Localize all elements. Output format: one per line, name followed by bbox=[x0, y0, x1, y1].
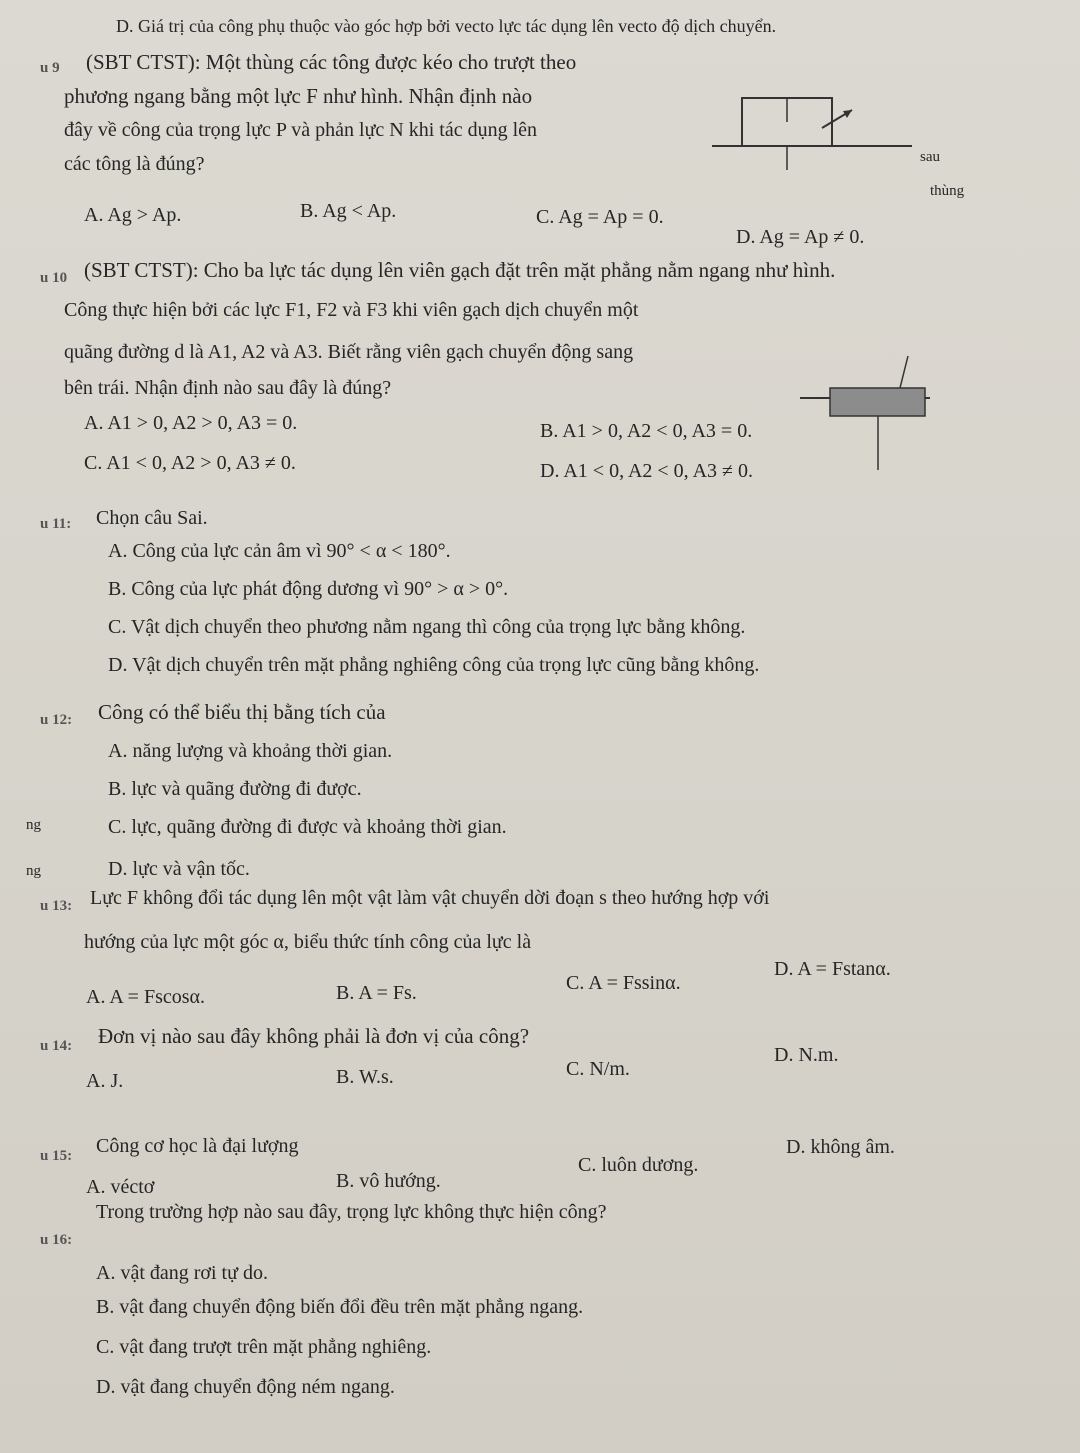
q16-option-a: A. vật đang rơi tự do. bbox=[96, 1262, 268, 1284]
q13-number: u 13: bbox=[40, 898, 73, 914]
q15-option-d: D. không âm. bbox=[786, 1136, 895, 1158]
q9-option-b: B. Ag < Ap. bbox=[300, 200, 397, 222]
q13-option-b: B. A = Fs. bbox=[336, 982, 417, 1004]
q9-figure-label-thung: thùng bbox=[930, 183, 965, 199]
q15-number: u 15: bbox=[40, 1148, 73, 1164]
q15-option-a: A. véctơ bbox=[86, 1176, 155, 1198]
q10-option-a: A. A1 > 0, A2 > 0, A3 = 0. bbox=[84, 412, 298, 434]
q9-option-a: A. Ag > Ap. bbox=[84, 204, 182, 226]
q12-number: u 12: bbox=[40, 712, 73, 728]
q9-text-3: đây về công của trọng lực P và phản lực N khi tác dụng lên bbox=[64, 119, 538, 141]
q13-option-a: A. A = Fscosα. bbox=[86, 986, 206, 1008]
q14-option-c: C. N/m. bbox=[566, 1058, 630, 1080]
q8-option-d: D. Giá trị của công phụ thuộc vào góc hợp bởi vecto lực tác dụng lên vecto độ dịch chuyển. bbox=[116, 16, 777, 36]
q10-number: u 10 bbox=[40, 270, 68, 286]
q12-option-b: B. lực và quãng đường đi được. bbox=[108, 778, 362, 800]
brick-with-three-forces-icon bbox=[800, 350, 950, 490]
q16-option-b: B. vật đang chuyển động biến đổi đều trên mặt phẳng ngang. bbox=[96, 1296, 584, 1318]
margin-mark-1: ng bbox=[26, 817, 41, 833]
q14-option-b: B. W.s. bbox=[336, 1066, 394, 1088]
q12-option-a: A. năng lượng và khoảng thời gian. bbox=[108, 740, 393, 762]
q10-option-c: C. A1 < 0, A2 > 0, A3 ≠ 0. bbox=[84, 452, 296, 474]
q10-text-4: bên trái. Nhận định nào sau đây là đúng? bbox=[64, 377, 392, 399]
q14-text: Đơn vị nào sau đây không phải là đơn vị của công? bbox=[98, 1024, 530, 1048]
q13-text-1: Lực F không đổi tác dụng lên một vật làm vật chuyển dời đoạn s theo hướng hợp với bbox=[90, 887, 770, 909]
q10-text-1: (SBT CTST): Cho ba lực tác dụng lên viên gạch đặt trên mặt phẳng nằm ngang như hình. bbox=[84, 258, 836, 282]
q9-number: u 9 bbox=[40, 60, 60, 76]
q11-number: u 11: bbox=[40, 516, 72, 532]
box-pulled-by-force-icon bbox=[712, 88, 952, 178]
q11-option-c: C. Vật dịch chuyển theo phương nằm ngang thì công của trọng lực bằng không. bbox=[108, 616, 746, 638]
q16-option-c: C. vật đang trượt trên mặt phẳng nghiêng. bbox=[96, 1336, 432, 1358]
q9-text-2: phương ngang bằng một lực F như hình. Nhận định nào bbox=[64, 84, 533, 108]
q13-option-c: C. A = Fssinα. bbox=[566, 972, 681, 994]
q9-text-4: các tông là đúng? bbox=[64, 153, 205, 175]
q16-option-d: D. vật đang chuyển động ném ngang. bbox=[96, 1376, 395, 1398]
q9-option-d: D. Ag = Ap ≠ 0. bbox=[736, 226, 865, 248]
q12-option-c: C. lực, quãng đường đi được và khoảng thời gian. bbox=[108, 816, 507, 838]
margin-mark-2: ng bbox=[26, 863, 41, 879]
q11-option-d: D. Vật dịch chuyển trên mặt phẳng nghiêng công của trọng lực cũng bằng không. bbox=[108, 654, 760, 676]
q10-option-d: D. A1 < 0, A2 < 0, A3 ≠ 0. bbox=[540, 460, 753, 482]
q13-text-2: hướng của lực một góc α, biểu thức tính công của lực là bbox=[84, 931, 532, 953]
q15-text: Công cơ học là đại lượng bbox=[96, 1135, 299, 1157]
q10-text-3: quãng đường d là A1, A2 và A3. Biết rằng viên gạch chuyển động sang bbox=[64, 341, 634, 363]
q12-option-d: D. lực và vận tốc. bbox=[108, 858, 250, 880]
q13-option-d: D. A = Fstanα. bbox=[774, 958, 891, 980]
q10-text-2: Công thực hiện bởi các lực F1, F2 và F3 khi viên gạch dịch chuyển một bbox=[64, 299, 639, 321]
q15-option-b: B. vô hướng. bbox=[336, 1170, 441, 1192]
q11-text: Chọn câu Sai. bbox=[96, 507, 208, 529]
q14-number: u 14: bbox=[40, 1038, 73, 1054]
q11-option-a: A. Công của lực cản âm vì 90° < α < 180°. bbox=[108, 540, 451, 562]
q16-text: Trong trường hợp nào sau đây, trọng lực không thực hiện công? bbox=[96, 1201, 607, 1223]
q10-option-b: B. A1 > 0, A2 < 0, A3 = 0. bbox=[540, 420, 753, 442]
q14-option-a: A. J. bbox=[86, 1070, 124, 1092]
q12-text: Công có thể biểu thị bằng tích của bbox=[98, 700, 386, 724]
q9-option-c: C. Ag = Ap = 0. bbox=[536, 206, 664, 228]
q14-option-d: D. N.m. bbox=[774, 1044, 839, 1066]
q16-number: u 16: bbox=[40, 1232, 73, 1248]
q11-option-b: B. Công của lực phát động dương vì 90° > α > 0°. bbox=[108, 578, 509, 600]
q9-text-1: (SBT CTST): Một thùng các tông được kéo cho trượt theo bbox=[86, 50, 577, 74]
q9-figure-label-sau: sau bbox=[920, 149, 940, 165]
q15-option-c: C. luôn dương. bbox=[578, 1154, 699, 1176]
